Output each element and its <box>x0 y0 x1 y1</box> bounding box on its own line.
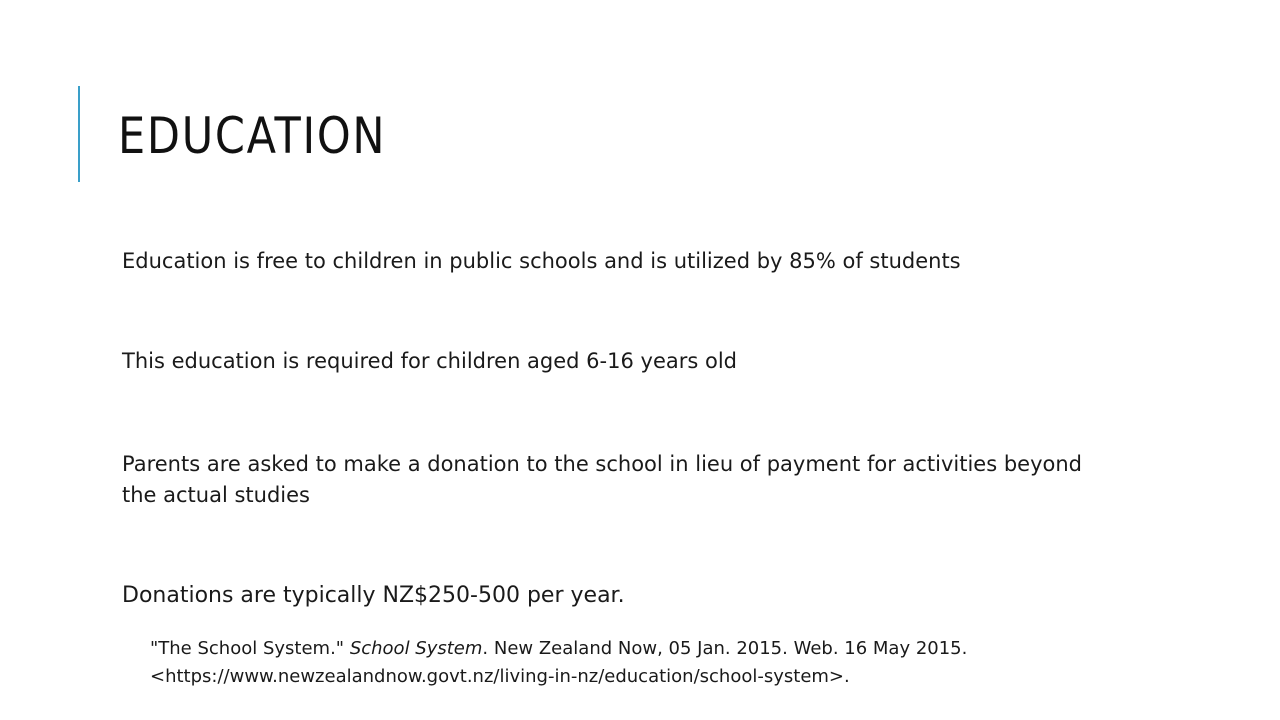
citation-url: <https://www.newzealandnow.govt.nz/living-in-nz/education/school-system>. <box>150 666 850 687</box>
body-paragraph-required-ages: This education is required for children aged 6-16 years old <box>122 349 737 373</box>
body-paragraph-free-education: Education is free to children in public schools and is utilized by 85% of students <box>122 249 961 273</box>
body-paragraph-donation-amount: Donations are typically NZ$250-500 per year. <box>122 583 625 608</box>
citation-details: . New Zealand Now, 05 Jan. 2015. Web. 16 May 2015. <box>482 638 968 659</box>
citation-title: "The School System." <box>150 638 350 659</box>
title-accent-bar <box>78 86 80 182</box>
body-paragraph-donation: Parents are asked to make a donation to the school in lieu of payment for activities beyond the actual studies <box>122 452 1083 507</box>
citation <box>150 635 1150 691</box>
slide-title: EDUCATION <box>118 107 387 165</box>
citation-source: School System <box>349 638 483 659</box>
